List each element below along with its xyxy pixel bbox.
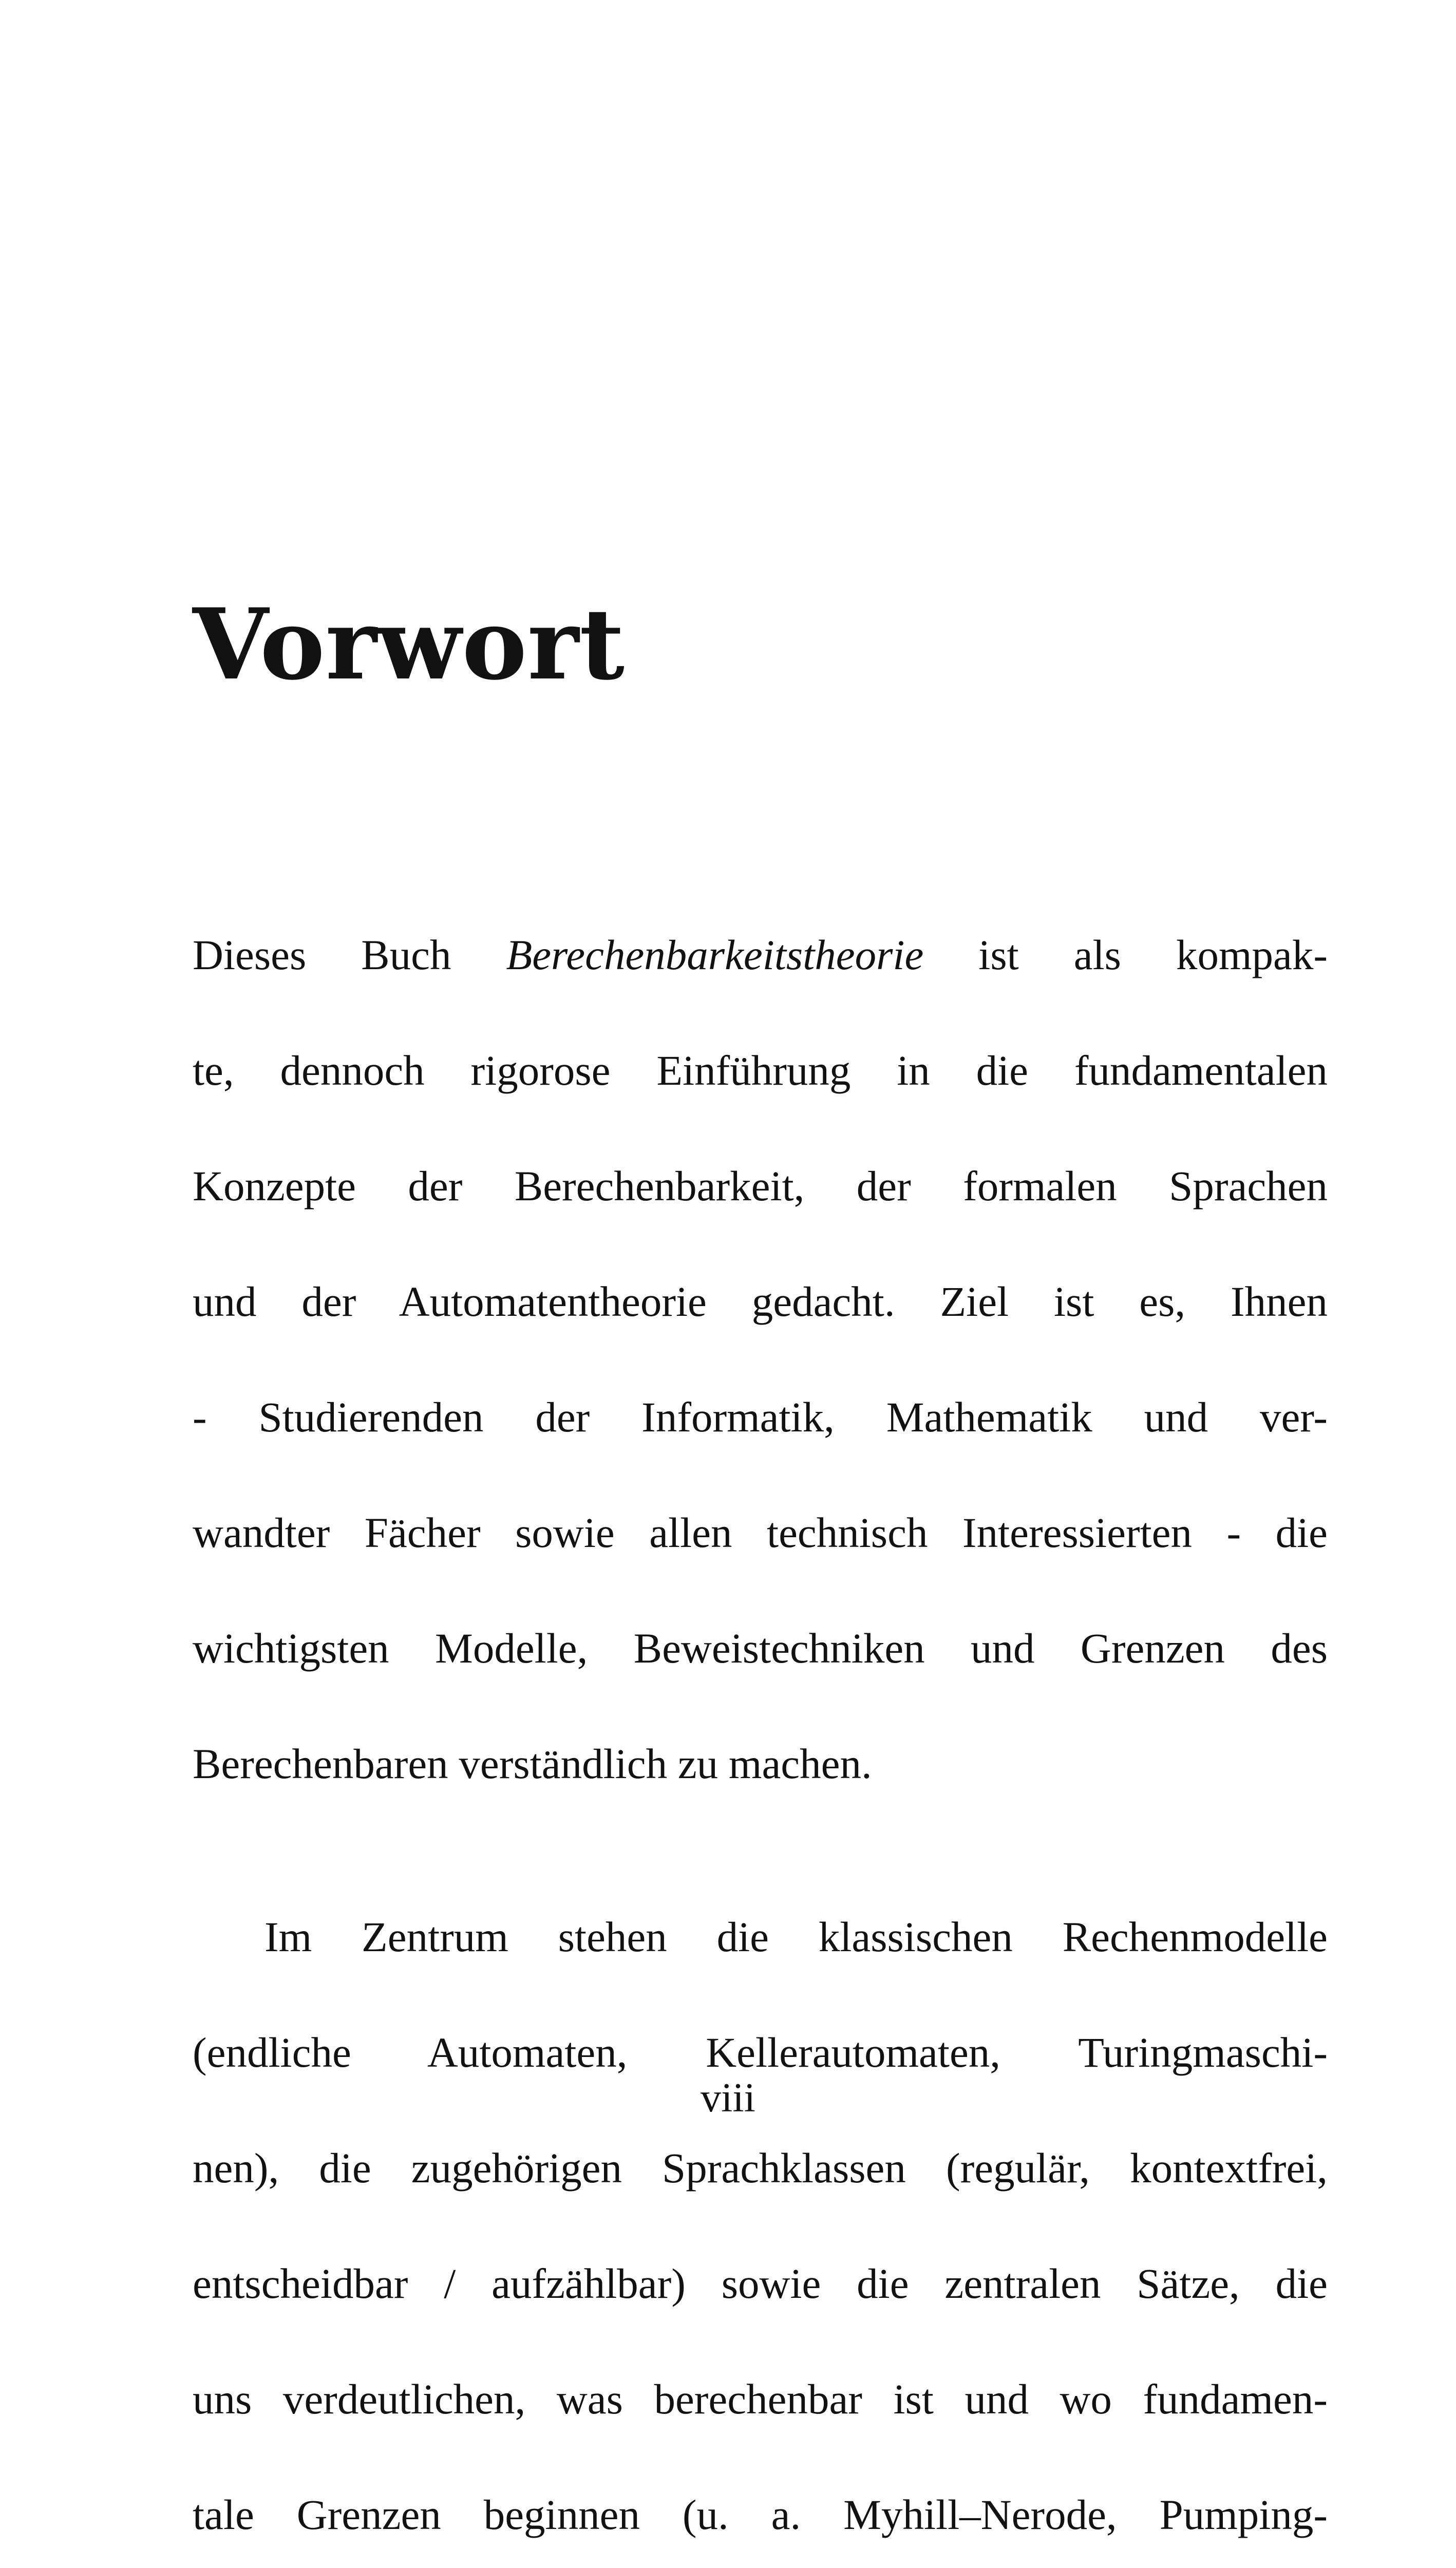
text-line: - Studierenden der Informatik, Mathematik und ver- — [193, 1388, 1328, 1446]
paragraph-1 — [193, 868, 1328, 1851]
text-line: wandter Fächer sowie allen technisch Interessierten - die — [193, 1504, 1328, 1562]
text-span: Dieses Buch — [193, 931, 506, 978]
text-line: nen), die zugehörigen Sprachklassen (regulär, kontextfrei, — [193, 2139, 1328, 2197]
page-number: viii — [0, 2078, 1456, 2119]
body-text — [193, 868, 1328, 2568]
text-line: uns verdeutlichen, was berechenbar ist und wo fundamen- — [193, 2370, 1328, 2428]
text-line: Berechenbaren verständlich zu machen. — [193, 1735, 1328, 1793]
text-line: te, dennoch rigorose Einführung in die fundamentalen — [193, 1042, 1328, 1100]
text-line: entscheidbar / aufzählbar) sowie die zentralen Sätze, die — [193, 2255, 1328, 2313]
text-line: Konzepte der Berechenbarkeit, der formalen Sprachen — [193, 1157, 1328, 1215]
text-span: ist als kompak- — [923, 931, 1328, 978]
text-line: wichtigsten Modelle, Beweistechniken und Grenzen des — [193, 1619, 1328, 1677]
text-line: (endliche Automaten, Kellerautomaten, Turingmaschi- — [193, 2024, 1328, 2082]
text-line — [193, 926, 1328, 984]
text-line: Im Zentrum stehen die klassischen Rechenmodelle — [193, 1908, 1328, 1966]
text-line: tale Grenzen beginnen (u. a. Myhill–Nerode, Pumping- — [193, 2486, 1328, 2544]
book-title-italic: Berechenbarkeitstheorie — [506, 931, 924, 978]
chapter-title: Vorwort — [193, 596, 625, 693]
paragraph-2 — [193, 1851, 1328, 2568]
text-line: und der Automatentheorie gedacht. Ziel ist es, Ihnen — [193, 1273, 1328, 1331]
